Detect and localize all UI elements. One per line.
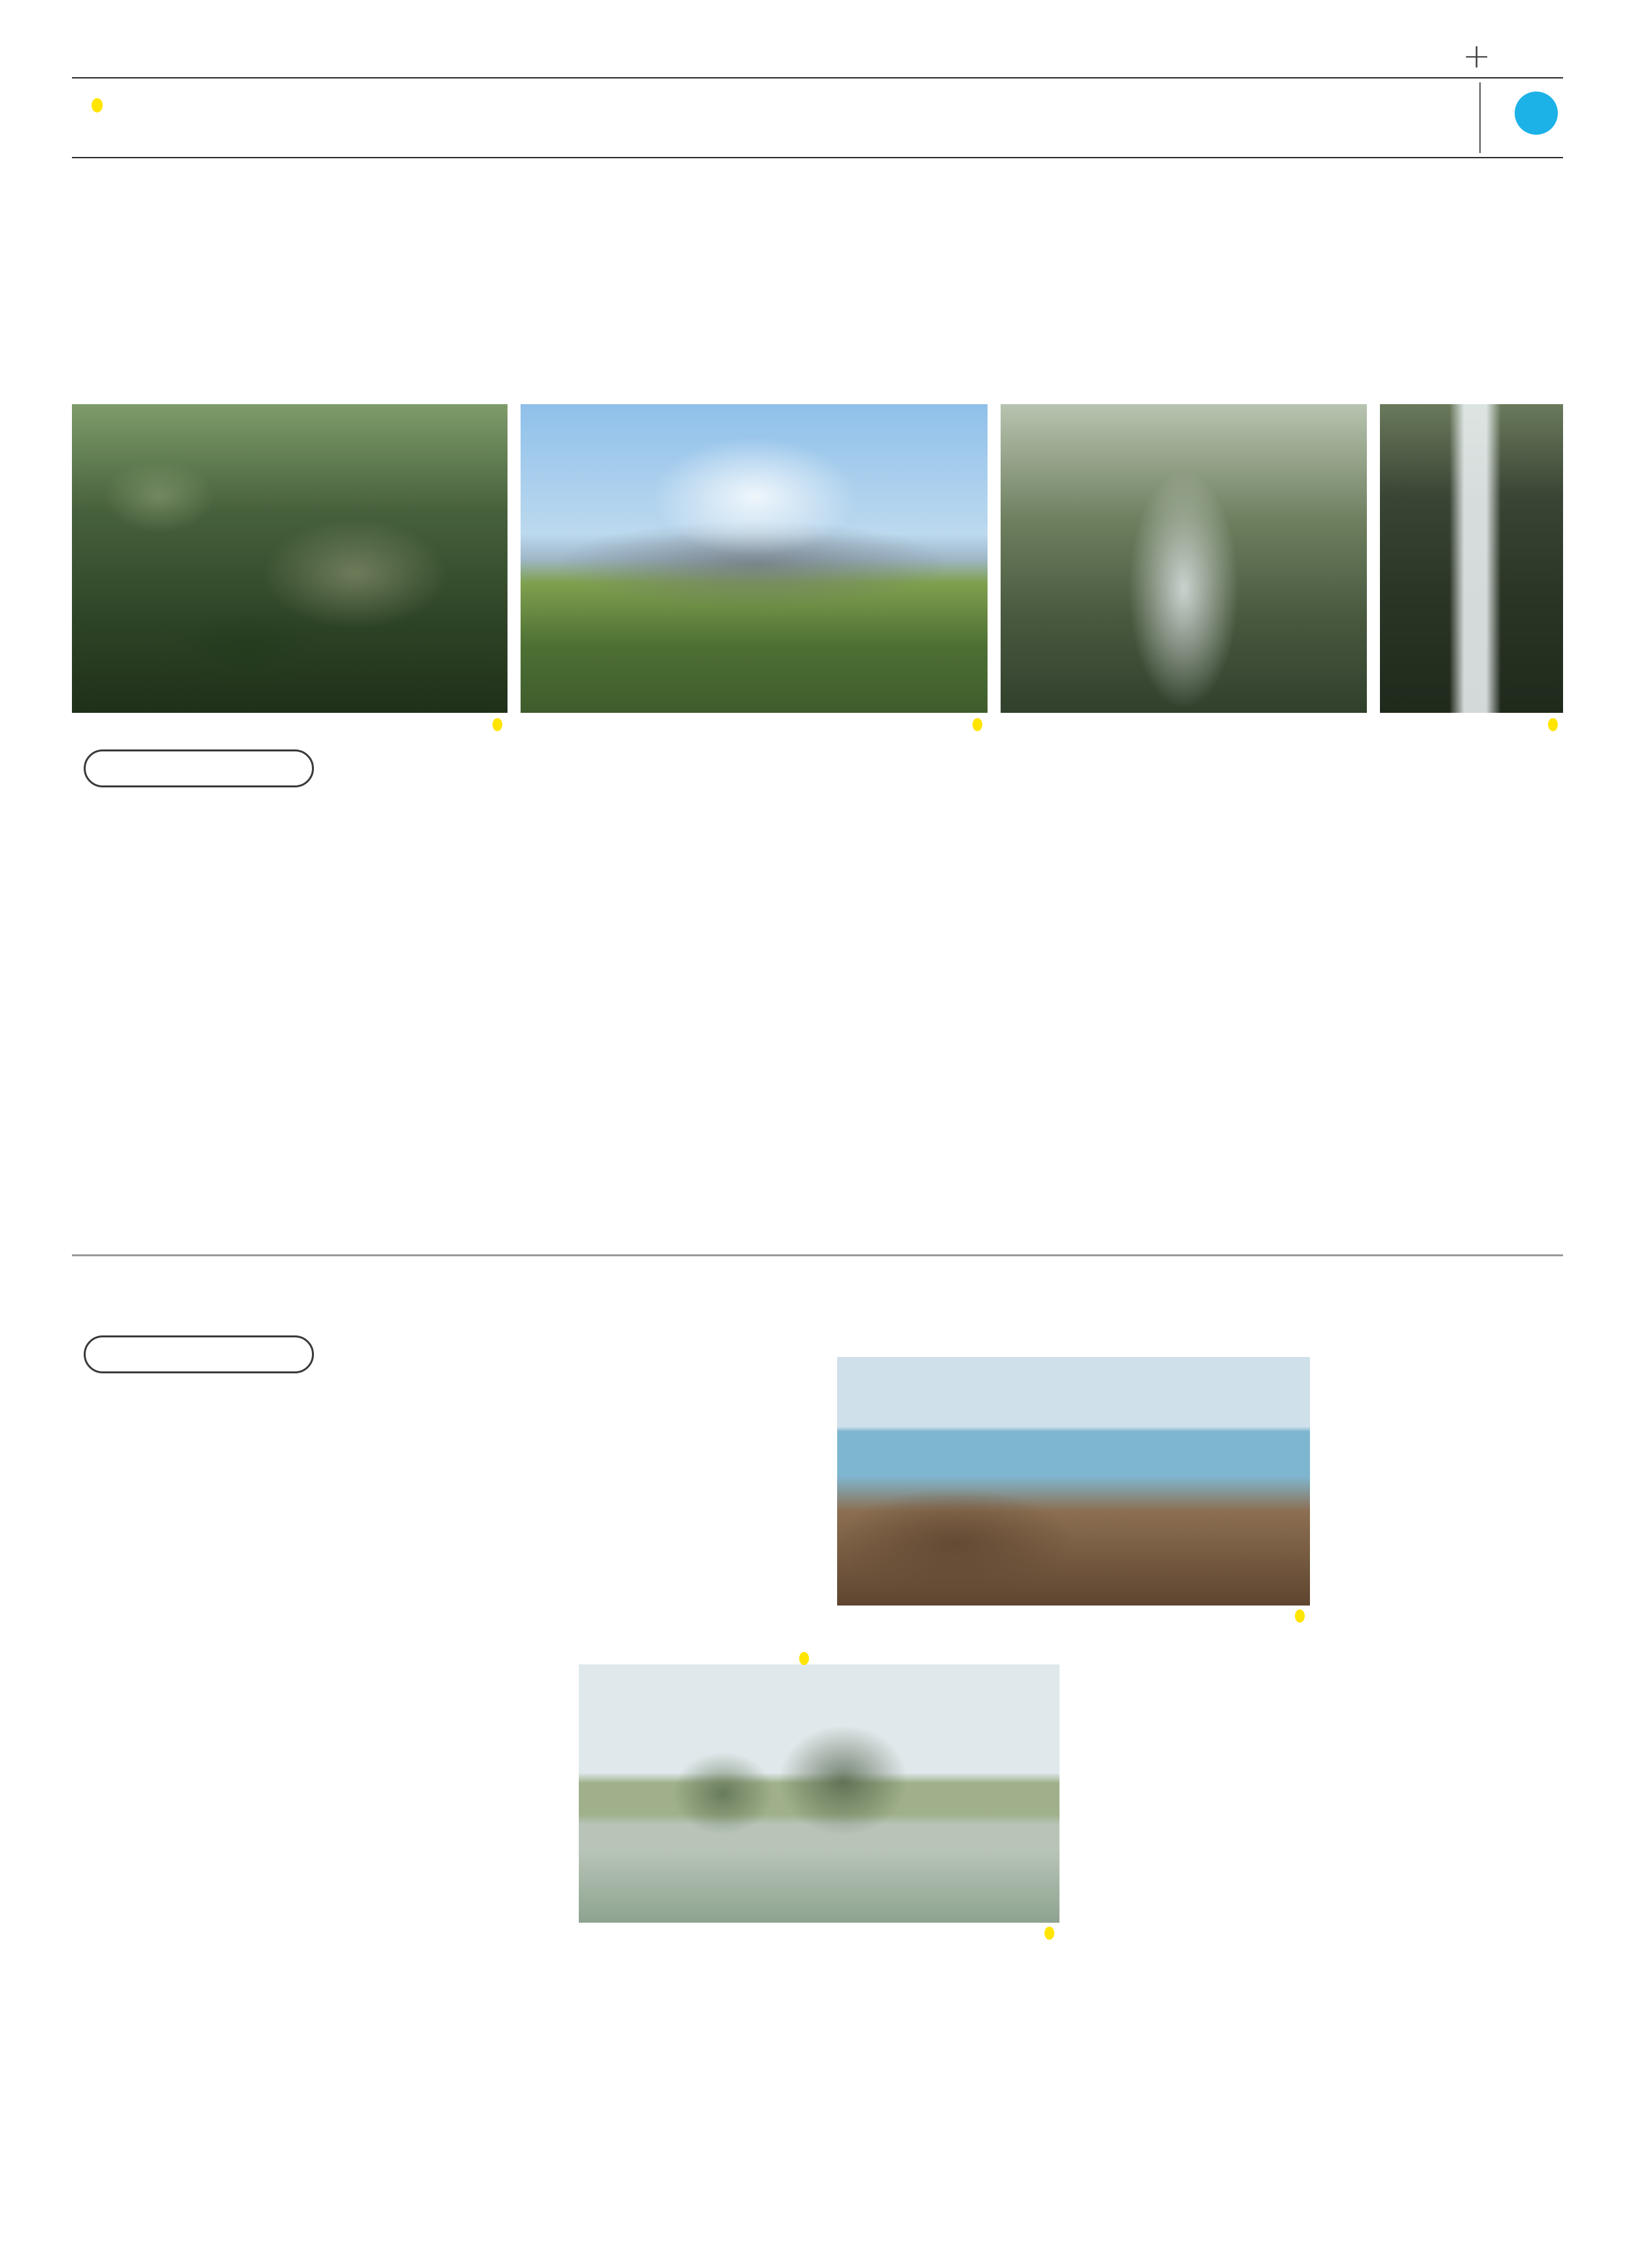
masthead bbox=[85, 98, 109, 112]
photo-credit bbox=[1094, 1609, 1310, 1623]
header-rule-top bbox=[72, 77, 1563, 78]
photo-credit bbox=[772, 718, 988, 731]
photo-damavand-village-aerial bbox=[72, 404, 508, 713]
bullet-icon bbox=[1044, 1927, 1054, 1940]
header-rule-bottom bbox=[72, 157, 1563, 158]
page-number-badge bbox=[1515, 92, 1558, 135]
photo-jask-port-aerial bbox=[325, 1357, 814, 1648]
photo-jask-coastal-rocks bbox=[837, 1357, 1310, 1606]
bullet-icon bbox=[972, 718, 982, 731]
bullet-icon bbox=[92, 98, 103, 112]
photo-credit bbox=[598, 1652, 814, 1665]
bullet-icon bbox=[1548, 718, 1558, 731]
photo-rock-waterfall bbox=[1380, 404, 1563, 713]
bullet-icon bbox=[1295, 1609, 1305, 1623]
bullet-icon bbox=[492, 718, 502, 731]
photo-credit bbox=[292, 718, 508, 731]
registration-mark-icon: + bbox=[1462, 37, 1491, 76]
photo-jask-lagoon-trees bbox=[579, 1664, 1059, 1923]
photo-gorge-stream bbox=[1001, 404, 1367, 713]
iranica-desk-badge bbox=[84, 749, 314, 787]
photo-mount-damavand-plain bbox=[521, 404, 988, 713]
photo-credit bbox=[1347, 718, 1563, 731]
photo-credit bbox=[844, 1927, 1059, 1940]
bullet-icon bbox=[799, 1652, 809, 1665]
article-separator-rule bbox=[72, 1254, 1563, 1256]
iranica-desk-badge bbox=[84, 1335, 314, 1373]
header-divider bbox=[1479, 82, 1481, 153]
